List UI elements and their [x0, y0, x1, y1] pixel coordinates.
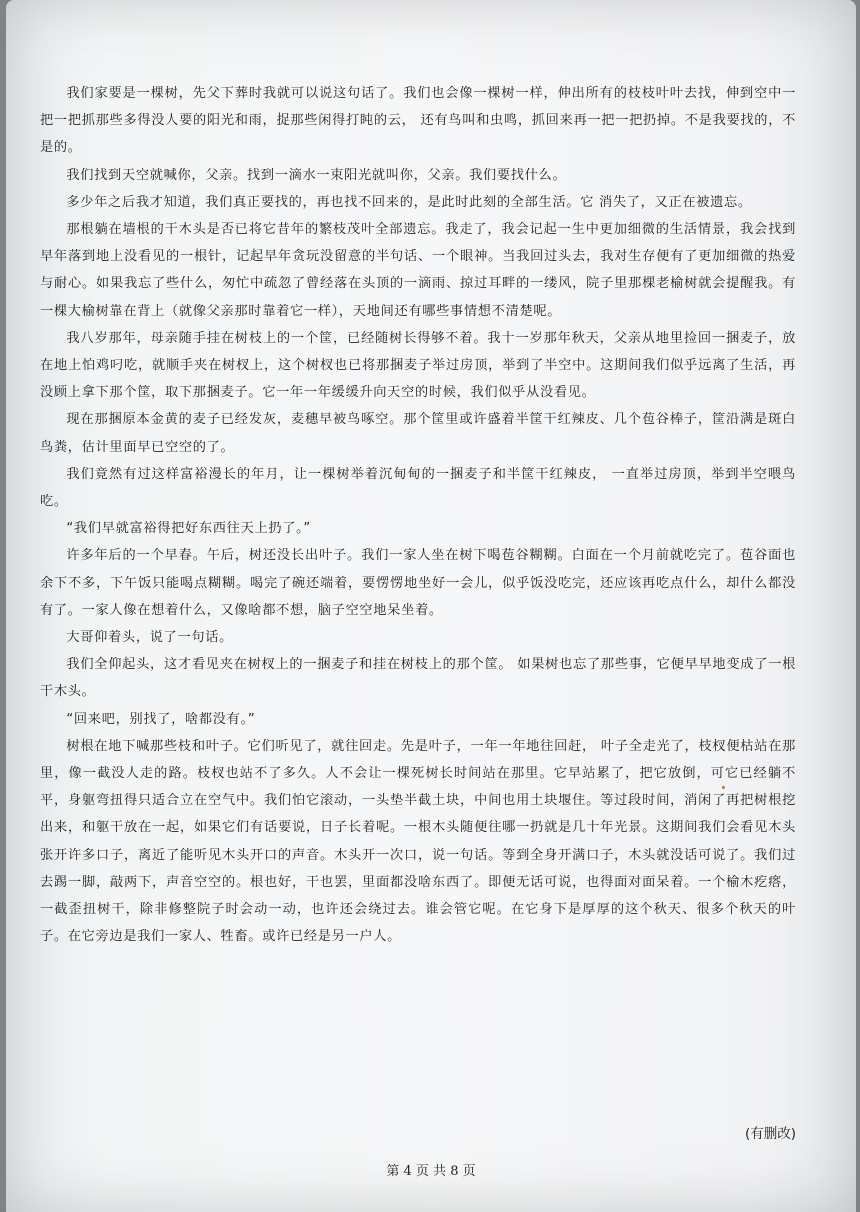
- paragraph-5: 我八岁那年，母亲随手挂在树枝上的一个筐，已经随树长得够不着。我十一岁那年秋天，父亲从地里捡回一捆麦子，放在地上怕鸡叼吃，就顺手夹在树杈上，这个树杈也已将那捆麦子举过房顶，举到了半空中。这期间我们似乎远离了生活，再没顾上拿下那个筐，取下那捆麦子。它一年一年缓缓升向天空的时候，我们似乎从没看见。: [40, 330, 796, 401]
- paragraph-10: 大哥仰着头，说了一句话。: [66, 630, 234, 646]
- paragraph-3: 多少年之后我才知道，我们真正要找的，再也找不回来的，是此时此刻的全部生活。它 消失了，又正在被遗忘。: [66, 194, 752, 210]
- page-footer: 第 4 页 共 8 页: [386, 1164, 476, 1179]
- paragraph-9: 许多年后的一个早春。午后，树还没长出叶子。我们一家人坐在树下喝苞谷糊糊。白面在一个月前就吃完了。苞谷面也余下不多，下午饭只能喝点糊糊。喝完了碗还端着，要愣愣地坐好一会儿，似乎饭没吃完，还应该再吃点什么，却什么都没有了。一家人像在想着什么，又像啥都不想，脑子空空地呆坐着。: [40, 548, 796, 618]
- paragraph-2: 我们找到天空就喊你，父亲。找到一滴水一束阳光就叫你，父亲。我们要找什么。: [66, 167, 567, 183]
- paragraph-1: 我们家要是一棵树，先父下葬时我就可以说这句话了。我们也会像一棵树一样，伸出所有的枝枝叶叶去找，伸到空中一把一把抓那些多得没人要的阳光和雨，捉那些闲得打盹的云， 还有鸟叫和虫鸣，抓回来再一把一把扔掉。不是我要找的，不是的。: [40, 86, 796, 156]
- ink-speck: [722, 786, 725, 789]
- paragraph-6: 现在那捆原本金黄的麦子已经发灰，麦穗早被鸟啄空。那个筐里或许盛着半筐干红辣皮、几个苞谷棒子，筐沿满是斑白鸟粪，估计里面早已空空的了。: [40, 412, 796, 455]
- paragraph-12-quote: “回来吧，别找了，啥都没有。”: [66, 711, 256, 727]
- paragraph-11: 我们全仰起头，这才看见夹在树杈上的一捆麦子和挂在树枝上的那个筐。 如果树也忘了那些事，它便早早地变成了一根干木头。: [40, 657, 796, 700]
- revision-note: (有删改): [744, 1126, 796, 1142]
- paragraph-13: 树根在地下喊那些枝和叶子。它们听见了，就往回走。先是叶子，一年一年地往回赶， 叶子全走光了，枝杈便枯站在那里，像一截没人走的路。枝杈也站不了多久。人不会让一棵死树长时间站在那里。它早站累了，把它放倒，可它已经躺不平，身躯弯扭得只适合立在空气中。我们怕它滚动，一头垫半截土块，中间也用土块堰住。等过段时间，消闲了再把树根挖出来，和躯干放在一起，如果它们有话要说，日子长着呢。一根木头随便往哪一扔就是几十年光景。这期间我们会看见木头张开许多口子，离近了能听见木头开口的声音。木头开一次口，说一句话。等到全身开满口子，木头就没话可说了。我们过去踢一脚，敲两下，声音空空的。根也好，干也罢，里面都没啥东西了。即便无话可说，也得面对面呆着。一个榆木疙瘩，一截歪扭树干，除非修整院子时会动一动，也许还会绕过去。谁会管它呢。在它身下是厚厚的这个秋天、很多个秋天的叶子。在它旁边是我们一家人、牲畜。或许已经是另一户人。: [40, 738, 796, 945]
- paragraph-4: 那根躺在墙根的干木头是否已将它昔年的繁枝茂叶全部遗忘。我走了，我会记起一生中更加细微的生活情景，我会找到早年落到地上没看见的一根针，记起早年贪玩没留意的半句话、一个眼神。当我回过头去，我对生存便有了更加细微的热爱与耐心。如果我忘了些什么，匆忙中疏忽了曾经落在头顶的一滴雨、掠过耳畔的一缕风，院子里那棵老榆树就会提醒我。有一棵大榆树靠在背上（就像父亲那时靠着它一样），天地间还有哪些事情想不清楚呢。: [40, 222, 796, 319]
- essay-body: [40, 80, 796, 951]
- document-page: [6, 0, 856, 1212]
- paragraph-7: 我们竟然有过这样富裕漫长的年月，让一棵树举着沉甸甸的一捆麦子和半筐干红辣皮， 一直举过房顶，举到半空喂鸟吃。: [40, 466, 796, 510]
- paragraph-8-quote: “我们早就富裕得把好东西往天上扔了。”: [66, 521, 311, 537]
